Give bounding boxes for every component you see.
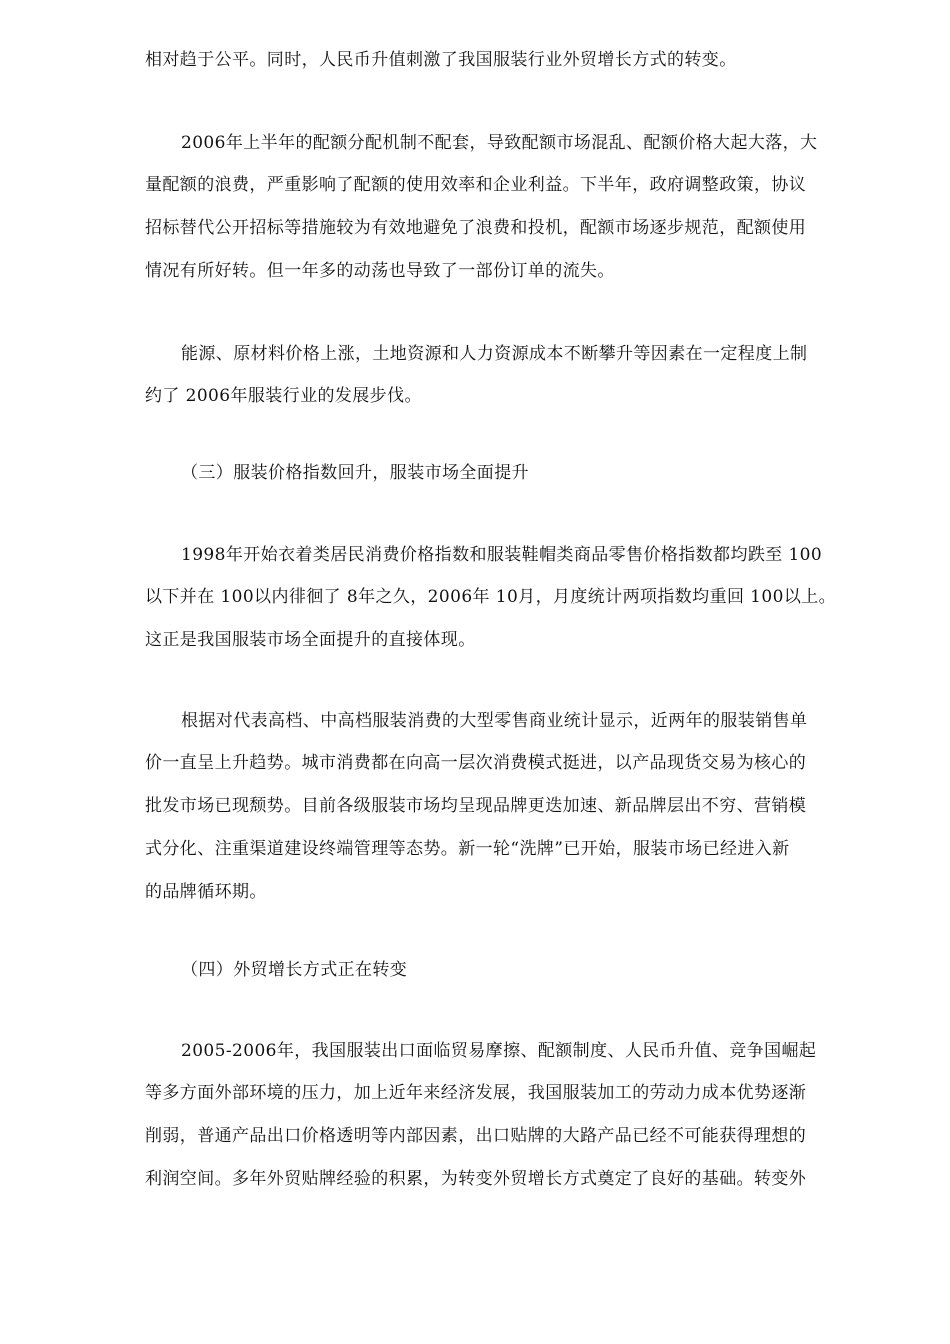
paragraph-line: 削弱，普通产品出口价格透明等内部因素，出口贴牌的大路产品已经不可能获得理想的 <box>145 1126 807 1146</box>
paragraph-line: 等多方面外部环境的压力，加上近年来经济发展，我国服装加工的劳动力成本优势逐渐 <box>145 1083 807 1103</box>
paragraph-line: 根据对代表高档、中高档服装消费的大型零售商业统计显示，近两年的服装销售单 <box>181 711 808 731</box>
paragraph-line: 招标替代公开招标等措施较为有效地避免了浪费和投机，配额市场逐步规范，配额使用 <box>145 218 807 238</box>
section-heading: （三）服装价格指数回升，服装市场全面提升 <box>181 463 529 483</box>
paragraph-line: 的品牌循环期。 <box>145 882 267 902</box>
section-heading: （四）外贸增长方式正在转变 <box>181 960 408 980</box>
paragraph-line: 2005-2006年，我国服装出口面临贸易摩擦、配额制度、人民币升值、竞争国崛起 <box>181 1041 817 1061</box>
paragraph-line: 利润空间。多年外贸贴牌经验的积累，为转变外贸增长方式奠定了良好的基础。转变外 <box>145 1169 807 1189</box>
paragraph-line: 约了 2006年服装行业的发展步伐。 <box>145 386 422 406</box>
paragraph-line: 相对趋于公平。同时，人民币升值刺激了我国服装行业外贸增长方式的转变。 <box>145 50 737 70</box>
paragraph-line: 以下并在 100以内徘徊了 8年之久，2006年 10月，月度统计两项指数均重回 100以上。 <box>145 587 837 607</box>
paragraph-line: 情况有所好转。但一年多的动荡也导致了一部份订单的流失。 <box>145 261 615 281</box>
paragraph-line: 价一直呈上升趋势。城市消费都在向高一层次消费模式挺进，以产品现货交易为核心的 <box>145 753 807 773</box>
paragraph-line: 这正是我国服装市场全面提升的直接体现。 <box>145 630 476 650</box>
paragraph-line: 2006年上半年的配额分配机制不配套，导致配额市场混乱、配额价格大起大落，大 <box>181 133 818 153</box>
paragraph-line: 1998年开始衣着类居民消费价格指数和服装鞋帽类商品零售价格指数都均跌至 100 <box>181 545 823 565</box>
paragraph-line: 量配额的浪费，严重影响了配额的使用效率和企业利益。下半年，政府调整政策，协议 <box>145 175 807 195</box>
paragraph-line: 批发市场已现颓势。目前各级服装市场均呈现品牌更迭加速、新品牌层出不穷、营销模 <box>145 796 807 816</box>
paragraph-line: 能源、原材料价格上涨，土地资源和人力资源成本不断攀升等因素在一定程度上制 <box>181 344 808 364</box>
paragraph-line: 式分化、注重渠道建设终端管理等态势。新一轮“洗牌”已开始，服装市场已经进入新 <box>145 839 790 859</box>
